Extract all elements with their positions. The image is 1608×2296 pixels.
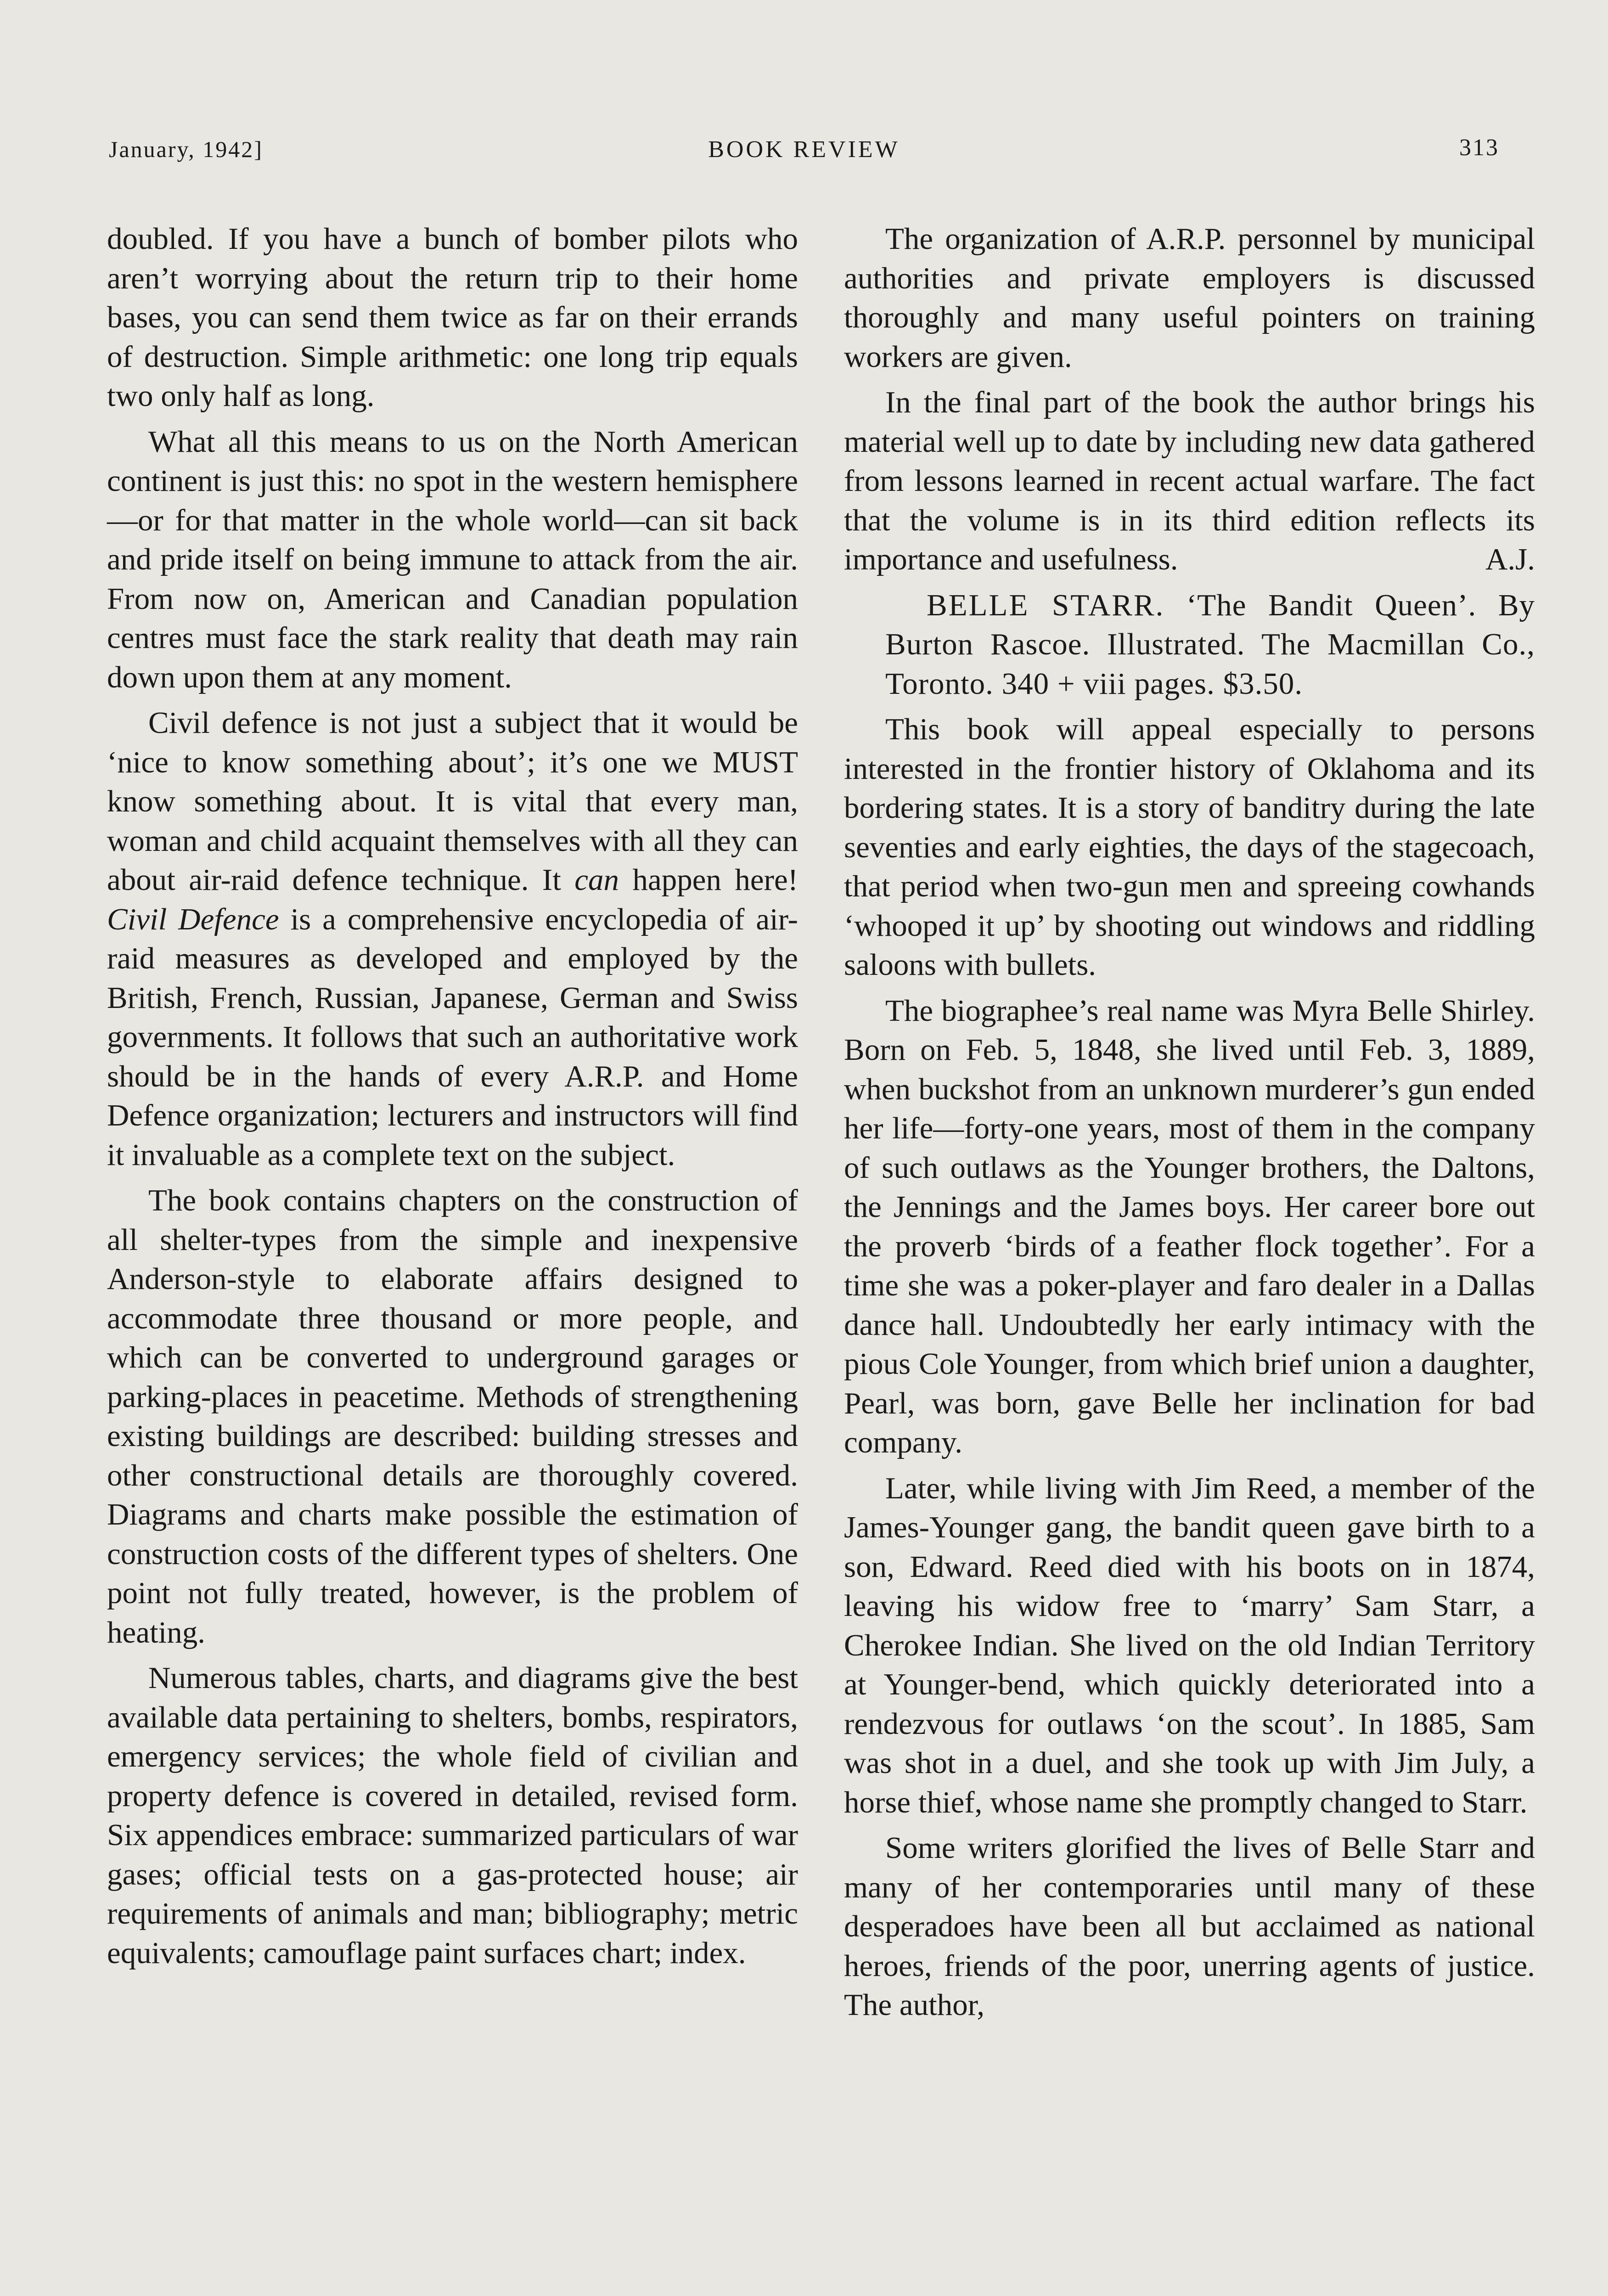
paragraph: The biographee’s real name was Myra Belle Shirley. Born on Feb. 5, 1848, she lived until Feb. 3, 1889, when buckshot from an unknown murderer’s gun ended her life—forty-one years, most of them in the company of such outlaws as the Younger brothers, the Daltons, the Jennings and the James boys. Her career bore out the proverb ‘birds of a feather flock together’. For a time she was a poker-player and faro dealer in a Dallas dance hall. Undoubtedly her early intimacy with the pious Cole Younger, from which brief union a daughter, Pearl, was born, gave Belle her inclination for bad company.	[844, 993, 1535, 1459]
book-title: Civil Defence	[107, 902, 279, 936]
paragraph: The organization of A.R.P. personnel by municipal authorities and private employers is discussed thoroughly and many useful pointers on training workers are given.	[844, 222, 1535, 374]
paragraph: What all this means to us on the North American continent is just this: no spot in the western hemisphere—or for that matter in the whole world—can sit back and pride itself on being immune to attack from the air. From now on, American and Canadian population centres must face the stark reality that death may rain down upon them at any moment.	[107, 424, 798, 694]
left-column	[107, 219, 798, 1973]
paragraph-text: In the final part of the book the author brings his material well up to date by including new data gathered from lessons learned in recent actual warfare. The fact that the volume is in its third edition reflects its importance and usefulness.	[844, 385, 1535, 576]
book-heading-title: BELLE STARR.	[927, 588, 1165, 622]
page-number: 313	[1459, 135, 1499, 161]
reviewer-initials: A.J.	[1485, 542, 1535, 576]
paragraph-text: Civil defence is not just a subject that it would be ‘nice to know something about’; it’s one we MUST know something about. It is vital that every man, woman and child acquaint themselves with all they can about air-raid defence technique. It	[107, 706, 798, 897]
paragraph: The book contains chapters on the construction of all shelter-types from the simple and inexpensive Anderson-style to elaborate affairs designed to accommodate three thousand or more people, and which can be converted to underground garages or parking-places in peacetime. Methods of strengthening existing buildings are described: building stresses and other constructional details are thoroughly covered. Diagrams and charts make possible the estimation of construction costs of the different types of shelters. One point not fully treated, however, is the problem of heating.	[107, 1183, 798, 1649]
paragraph: doubled. If you have a bunch of bomber pilots who aren’t worrying about the return trip to their home bases, you can send them twice as far on their errands of destruction. Simple arithmetic: one long trip equals two only half as long.	[107, 222, 798, 413]
paragraph-text: happen here!	[632, 863, 798, 897]
book-heading-details: ‘The Bandit Queen’. By Burton Rascoe. Illustrated. The Macmillan Co., Toronto. 340 + viii pages. $3.50.	[885, 588, 1535, 701]
paragraph	[844, 383, 1535, 580]
book-heading	[844, 586, 1535, 704]
running-head	[0, 131, 1608, 168]
paragraph: Some writers glorified the lives of Belle Starr and many of her contemporaries until many of these desperadoes have been all but acclaimed as national heroes, friends of the poor, unerring agents of justice. The author,	[844, 1831, 1535, 2022]
paragraph: Numerous tables, charts, and diagrams give the best available data pertaining to shelters, bombs, respirators, emergency services; the whole field of civilian and property defence is covered in detailed, revised form. Six appendices embrace: summarized particulars of war gases; official tests on a gas-protected house; air requirements of animals and man; bibliography; metric equivalents; camouflage paint surfaces chart; index.	[107, 1661, 798, 1970]
right-column	[844, 219, 1535, 2025]
issue-date: January, 1942]	[109, 136, 263, 162]
paragraph: This book will appeal especially to persons interested in the frontier history of Oklahoma and its bordering states. It is a story of banditry during the late seventies and early eighties, the days of the stagecoach, that period when two-gun men and spreeing cowhands ‘whooped it up’ by shooting out windows and riddling saloons with bullets.	[844, 712, 1535, 982]
emphasis-text: can	[574, 863, 619, 897]
section-title: BOOK REVIEW	[708, 136, 900, 163]
paragraph	[107, 703, 798, 1175]
paragraph-text: is a comprehensive encyclopedia of air-raid measures as developed and employed by the British, French, Russian, Japanese, German and Swiss governments. It follows that such an authoritative work should be in the hands of every A.R.P. and Home Defence organization; lecturers and instructors will find it invaluable as a complete text on the subject.	[107, 902, 798, 1172]
paragraph: Later, while living with Jim Reed, a member of the James-Younger gang, the bandit queen gave birth to a son, Edward. Reed died with his boots on in 1874, leaving his widow free to ‘marry’ Sam Starr, a Cherokee Indian. She lived on the old Indian Territory at Younger-bend, which quickly deteriorated into a rendezvous for outlaws ‘on the scout’. In 1885, Sam was shot in a duel, and she took up with Jim July, a horse thief, whose name she promptly changed to Starr.	[844, 1471, 1535, 1819]
